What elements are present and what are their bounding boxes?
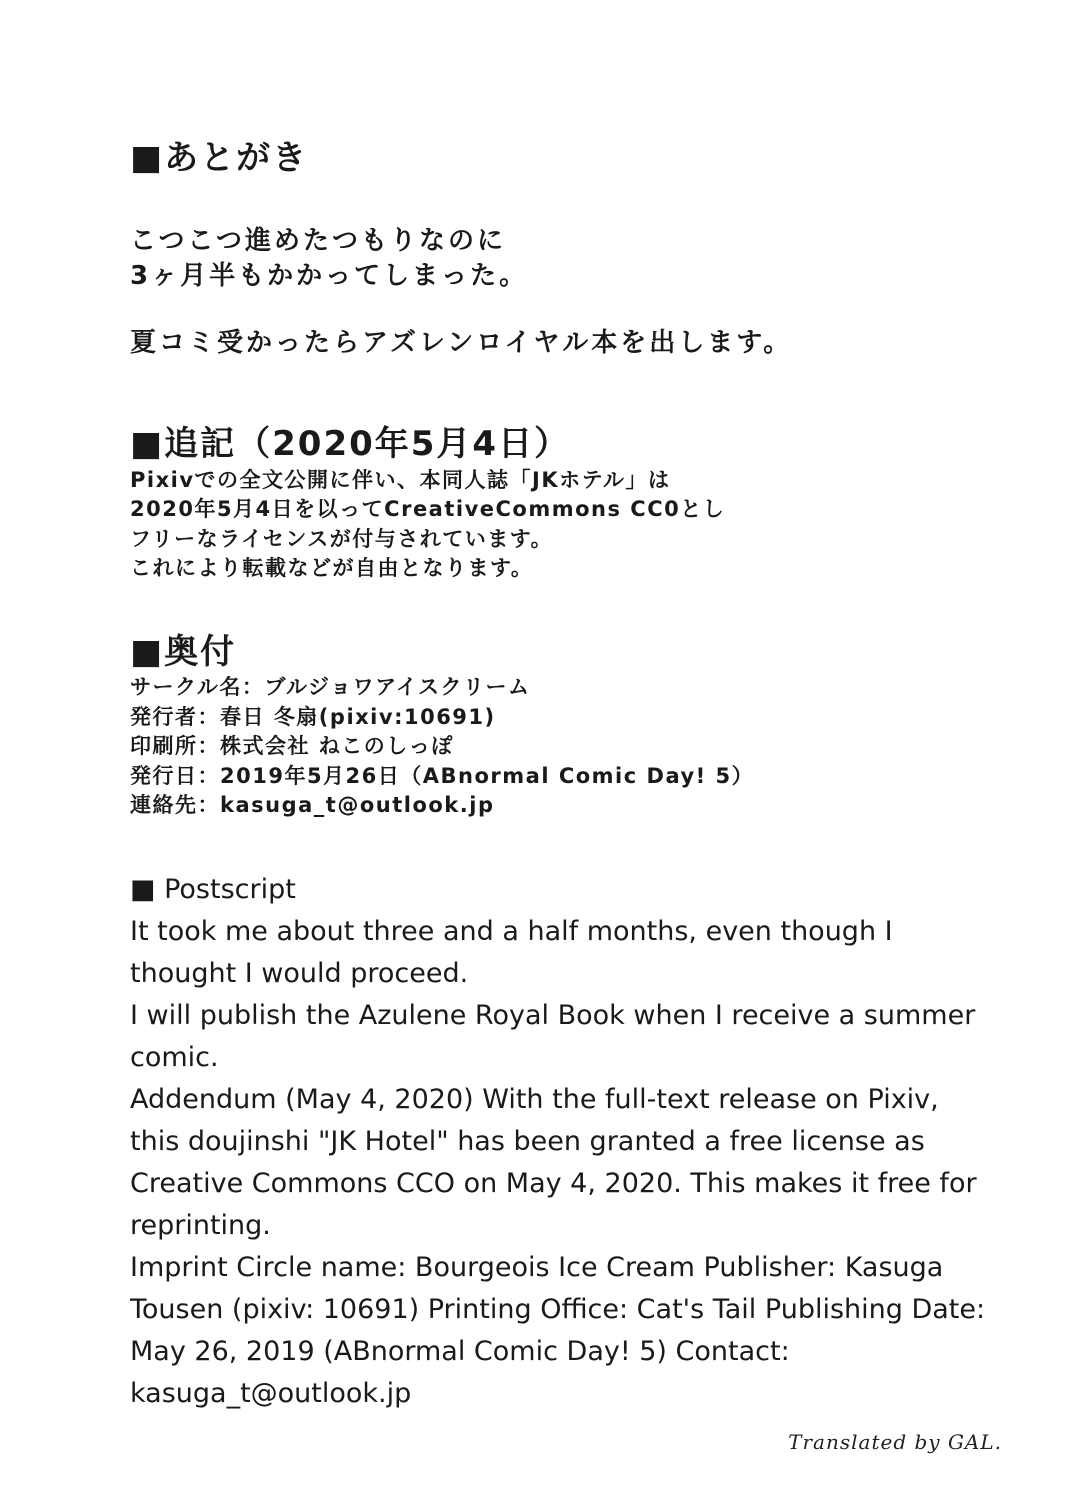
tsuiki-heading: ■追記（2020年5月4日）	[130, 424, 571, 464]
translation-line: kasuga_t@outlook.jp	[130, 1378, 412, 1409]
atogaki-heading: ■あとがき	[130, 138, 309, 178]
translation-line: this doujinshi "JK Hotel" has been granted a free license as	[130, 1126, 925, 1157]
tsuiki-line-2: 2020年5月4日を以ってCreativeCommons CC0とし	[130, 497, 726, 521]
translation-line: reprinting.	[130, 1210, 271, 1241]
okuzuke-contact: 連絡先：kasuga_t@outlook.jp	[130, 793, 495, 817]
translation-block	[130, 869, 1010, 1415]
tsuiki-line-3: フリーなライセンスが付与されています。	[130, 527, 554, 551]
translation-line: I will publish the Azulene Royal Book when I receive a summer	[130, 1000, 976, 1031]
translation-line: ■ Postscript	[130, 874, 296, 905]
okuzuke-publisher: 発行者：春日 冬扇(pixiv:10691)	[130, 705, 496, 729]
atogaki-line-3: 夏コミ受かったらアズレンロイヤル本を出します。	[130, 328, 793, 358]
translation-line: Imprint Circle name: Bourgeois Ice Cream Publisher: Kasuga	[130, 1252, 944, 1283]
translation-line: Tousen (pixiv: 10691) Printing Office: Cat's Tail Publishing Date:	[130, 1294, 986, 1325]
okuzuke-heading: ■奥付	[130, 632, 237, 672]
tsuiki-line-4: これにより転載などが自由となります。	[130, 556, 534, 580]
translation-line: comic.	[130, 1042, 219, 1073]
okuzuke-circle: サークル名：ブルジョワアイスクリーム	[130, 675, 531, 699]
translation-line: Creative Commons CCO on May 4, 2020. This makes it free for	[130, 1168, 977, 1199]
translation-line: thought I would proceed.	[130, 958, 469, 989]
okuzuke-date: 発行日：2019年5月26日（ABnormal Comic Day! 5）	[130, 764, 755, 788]
tsuiki-line-1: Pixivでの全文公開に伴い、本同人誌「JKホテル」は	[130, 468, 671, 492]
okuzuke-printer: 印刷所：株式会社 ねこのしっぽ	[130, 734, 454, 758]
atogaki-line-1: こつこつ進めたつもりなのに	[130, 226, 506, 256]
translation-line: It took me about three and a half months, even though I	[130, 916, 893, 947]
translation-line: Addendum (May 4, 2020) With the full-text release on Pixiv,	[130, 1084, 939, 1115]
atogaki-line-2: 3ヶ月半もかかってしまった。	[130, 261, 529, 291]
translation-line: May 26, 2019 (ABnormal Comic Day! 5) Contact:	[130, 1336, 790, 1367]
translator-credit: Translated by GAL.	[788, 1430, 1002, 1454]
